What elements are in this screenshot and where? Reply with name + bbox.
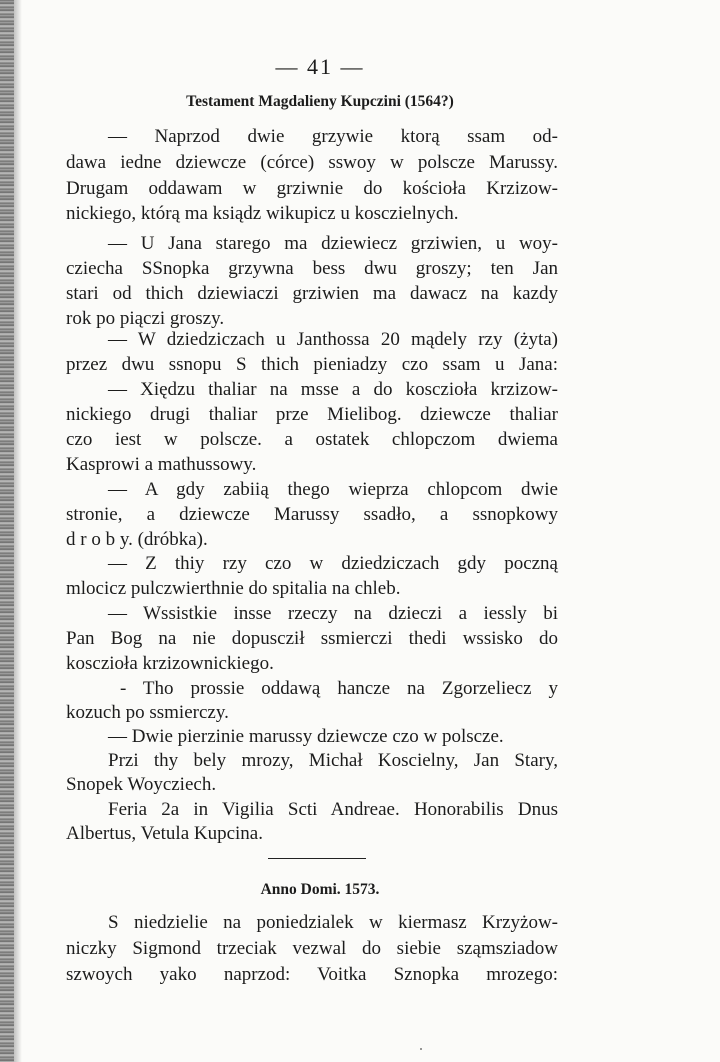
- text-line: d r o b y. (dróbka).: [66, 529, 208, 550]
- text-line: kozuch po ssmierczy.: [66, 702, 229, 723]
- text-line: — Dwie pierzinie marussy dziewcze czo w polscze.: [108, 726, 504, 747]
- text-line: Albertus, Vetula Kupcina.: [66, 823, 263, 844]
- text-line: — A gdy zabiią thego wieprza chlopcom dwie: [108, 479, 558, 500]
- text-line: stari od thich dziewiaczi grziwien ma dawacz na kazdy: [66, 283, 558, 304]
- text-line: Snopek Woycziech.: [66, 774, 217, 795]
- text-line: Kasprowi a mathussowy.: [66, 454, 257, 475]
- text-line: stronie, a dziewcze Marussy ssadło, a ssnopkowy: [66, 504, 558, 525]
- text-line: niczky Sigmond trzeciak vezwal do siebie sząmsziadow: [66, 938, 558, 959]
- text-line: — Z thiy rzy czo w dziedziczach gdy poczną: [108, 553, 558, 574]
- text-line: — Wssistkie insse rzeczy na dzieczi a iessly bi: [108, 603, 558, 624]
- section-title-anno-domini: Anno Domi. 1573.: [260, 881, 380, 898]
- text-line: kosczioła krzizownickiego.: [66, 653, 274, 674]
- text-line: S niedzielie na poniedzialek w kiermasz Krzyżow-: [108, 912, 558, 933]
- text-line: — W dziedziczach u Janthossa 20 mądely rzy (żyta): [108, 329, 558, 350]
- text-line: szwoych yako naprzod: Voitka Sznopka mrozego:: [66, 964, 558, 985]
- scan-speck: [420, 1048, 422, 1050]
- text-line: Pan Bog na nie dopuscził ssmierczi thedi wssisko do: [66, 628, 558, 649]
- text-line: — Xiędzu thaliar na msse a do kosczioła krzizow-: [108, 379, 558, 400]
- text-line: nickiego, którą ma ksiądz wikupicz u kosczielnych.: [66, 203, 459, 224]
- text-line: dawa iedne dziewcze (córce) sswoy w polscze Marussy.: [66, 152, 558, 173]
- text-line: Drugam oddawam w grziwnie do kościoła Krzizow-: [66, 178, 558, 199]
- text-line: przez dwu ssnopu S thich pieniadzy czo ssam u Jana:: [66, 354, 558, 375]
- text-line: czo iest w polscze. a ostatek chlopczom dwiema: [66, 429, 558, 450]
- section-divider: [268, 858, 366, 859]
- text-line: nickiego drugi thaliar prze Mielibog. dziewcze thaliar: [66, 404, 558, 425]
- section-title-testament: Testament Magdalieny Kupczini (1564?): [186, 93, 454, 110]
- gutter-shadow: [14, 0, 22, 1062]
- text-line: Feria 2a in Vigilia Scti Andreae. Honorabilis Dnus: [108, 799, 558, 820]
- text-line: Przi thy bely mrozy, Michał Koscielny, Jan Stary,: [108, 750, 558, 771]
- text-line: cziecha SSnopka grzywna bess dwu groszy; ten Jan: [66, 258, 558, 279]
- book-spine-shadow: [0, 0, 14, 1062]
- page-number: — 41 —: [275, 54, 365, 79]
- text-line: mlocicz pulczwierthnie do spitalia na chleb.: [66, 578, 401, 599]
- text-line: - Tho prossie oddawą hancze na Zgorzeliecz y: [120, 678, 558, 699]
- text-line: rok po piączi groszy.: [66, 308, 225, 329]
- text-line: — U Jana starego ma dziewiecz grziwien, u woy-: [108, 233, 558, 254]
- text-line: — Naprzod dwie grzywie ktorą ssam od-: [108, 126, 558, 147]
